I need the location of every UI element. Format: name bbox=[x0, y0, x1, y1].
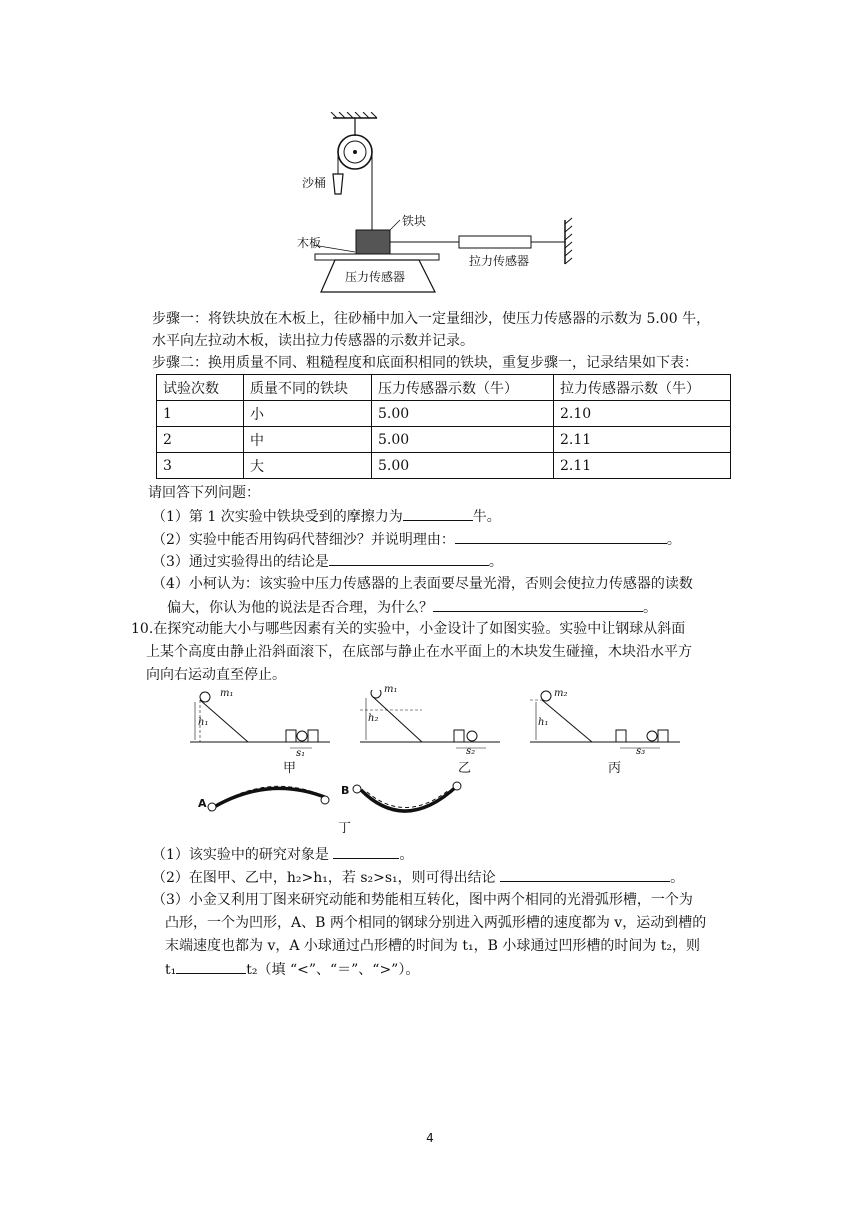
q9-sub4-text: 偏大，你认为他的说法是否合理，为什么？ bbox=[167, 600, 433, 616]
figure-jia bbox=[190, 692, 330, 748]
table-cell: 5.00 bbox=[372, 453, 554, 479]
q9-sub2-end: 。 bbox=[666, 532, 681, 548]
friction-apparatus-figure bbox=[295, 112, 605, 294]
q10-sub2-end: 。 bbox=[670, 870, 685, 886]
label-s2: s₂ bbox=[466, 746, 476, 757]
label-s3: s₃ bbox=[636, 746, 646, 757]
table-cell: 2.10 bbox=[554, 401, 731, 427]
table-row bbox=[157, 427, 731, 453]
table-row bbox=[157, 453, 731, 479]
label-h2: h₂ bbox=[368, 713, 379, 724]
q10-sub1-end: 。 bbox=[399, 847, 414, 863]
table-cell: 3 bbox=[157, 453, 244, 479]
table-cell: 5.00 bbox=[372, 401, 554, 427]
q9-sub3 bbox=[152, 550, 503, 573]
answer-blank[interactable] bbox=[433, 596, 643, 612]
q9-sub3-end: 。 bbox=[488, 554, 503, 570]
label-iron-block: 铁块 bbox=[402, 214, 427, 228]
q10-sub3-line2: 凸形，一个为凹形，A、B 两个相同的钢球分别进入两弧形槽的速度都为 v，运动到槽的 bbox=[165, 915, 707, 931]
table-cell: 小 bbox=[244, 401, 372, 427]
results-table bbox=[156, 374, 731, 479]
caption-bing: 丙 bbox=[608, 761, 622, 776]
q9-sub2 bbox=[152, 528, 681, 551]
q10-sub2 bbox=[152, 866, 684, 889]
label-s1: s₁ bbox=[296, 748, 306, 759]
q9-sub4-end: 。 bbox=[643, 600, 657, 616]
step1-line2: 水平向左拉动木板，读出拉力传感器的示数并记录。 bbox=[152, 333, 474, 349]
q10-sub3-line4 bbox=[165, 958, 419, 981]
figure-yi bbox=[360, 690, 500, 748]
step2: 步骤二：换用质量不同、粗糙程度和底面积相同的铁块，重复步骤一，记录结果如下表： bbox=[152, 355, 698, 371]
q9-intro: 请回答下列问题： bbox=[148, 485, 260, 501]
q9-sub1 bbox=[152, 505, 501, 528]
table-cell: 1 bbox=[157, 401, 244, 427]
q9-sub1-text: （1）第 1 次实验中铁块受到的摩擦力为 bbox=[152, 509, 403, 525]
table-row bbox=[157, 401, 731, 427]
q9-sub2-text: （2）实验中能否用钩码代替细沙？并说明理由： bbox=[152, 532, 455, 548]
answer-blank[interactable] bbox=[455, 528, 667, 544]
answer-blank[interactable] bbox=[333, 843, 399, 859]
table-header: 质量不同的铁块 bbox=[244, 375, 372, 401]
q10-sub3-t2: t₂（填 “<”、“＝”、“>”）。 bbox=[246, 962, 420, 978]
label-pressure-sensor: 压力传感器 bbox=[345, 270, 406, 284]
table-cell: 2.11 bbox=[554, 453, 731, 479]
label-ball-a: A bbox=[198, 797, 207, 810]
table-header: 试验次数 bbox=[157, 375, 244, 401]
page-number: 4 bbox=[426, 1131, 434, 1145]
label-tension-sensor: 拉力传感器 bbox=[469, 254, 530, 268]
q10-sub1 bbox=[152, 843, 413, 866]
step1-line1: 步骤一：将铁块放在木板上，往砂桶中加入一定量细沙，使压力传感器的示数为 5.00 牛， bbox=[152, 311, 711, 327]
table-header-row bbox=[157, 375, 731, 401]
label-m2: m₂ bbox=[554, 688, 568, 699]
answer-blank[interactable] bbox=[329, 550, 489, 566]
q9-sub4-line2 bbox=[167, 596, 657, 619]
answer-blank[interactable] bbox=[176, 958, 246, 974]
table-cell: 5.00 bbox=[372, 427, 554, 453]
q9-sub4-line1: （4）小柯认为：该实验中压力传感器的上表面要尽量光滑，否则会使拉力传感器的读数 bbox=[152, 576, 693, 592]
q10-sub3-line1: （3）小金又利用丁图来研究动能和势能相互转化，图中两个相同的光滑弧形槽，一个为 bbox=[152, 892, 693, 908]
label-board: 木板 bbox=[297, 236, 322, 250]
figure-bing bbox=[530, 691, 680, 748]
table-cell: 中 bbox=[244, 427, 372, 453]
table-cell: 2.11 bbox=[554, 427, 731, 453]
table-cell: 2 bbox=[157, 427, 244, 453]
table-header: 拉力传感器示数（牛） bbox=[554, 375, 731, 401]
label-m1: m₁ bbox=[220, 688, 234, 699]
table-cell: 大 bbox=[244, 453, 372, 479]
q10-sub3-t1: t₁ bbox=[165, 962, 177, 978]
q10-sub2-text: （2）在图甲、乙中，h₂>h₁，若 s₂>s₁，则可得出结论 bbox=[152, 870, 496, 886]
q10-sub1-text: （1）该实验中的研究对象是 bbox=[152, 847, 329, 863]
label-h1: h₁ bbox=[538, 717, 549, 728]
caption-jia: 甲 bbox=[283, 761, 297, 776]
answer-blank[interactable] bbox=[500, 866, 670, 882]
label-sand-bucket: 沙桶 bbox=[302, 176, 327, 190]
answer-blank[interactable] bbox=[403, 505, 473, 521]
q10-sub3-line3: 末端速度也都为 v，A 小球通过凸形槽的时间为 t₁，B 小球通过凹形槽的时间为 t₂，则 bbox=[165, 938, 701, 954]
table-header: 压力传感器示数（牛） bbox=[372, 375, 554, 401]
label-m1: m₁ bbox=[384, 684, 398, 695]
q10-line1: 10.在探究动能大小与哪些因素有关的实验中，小金设计了如图实验。实验中让钢球从斜面 bbox=[131, 621, 686, 637]
q9-sub3-text: （3）通过实验得出的结论是 bbox=[152, 554, 329, 570]
caption-ding: 丁 bbox=[338, 821, 352, 836]
q9-sub1-end: 牛。 bbox=[472, 509, 501, 525]
caption-yi: 乙 bbox=[458, 761, 472, 776]
q10-line2: 上某个高度由静止沿斜面滚下，在底部与静止在水平面上的木块发生碰撞，木块沿水平方 bbox=[146, 644, 692, 660]
figure-ding bbox=[195, 778, 475, 828]
q10-line3: 向向右运动直至停止。 bbox=[146, 667, 286, 683]
label-h1: h₁ bbox=[198, 717, 209, 728]
label-ball-b: B bbox=[341, 784, 350, 797]
